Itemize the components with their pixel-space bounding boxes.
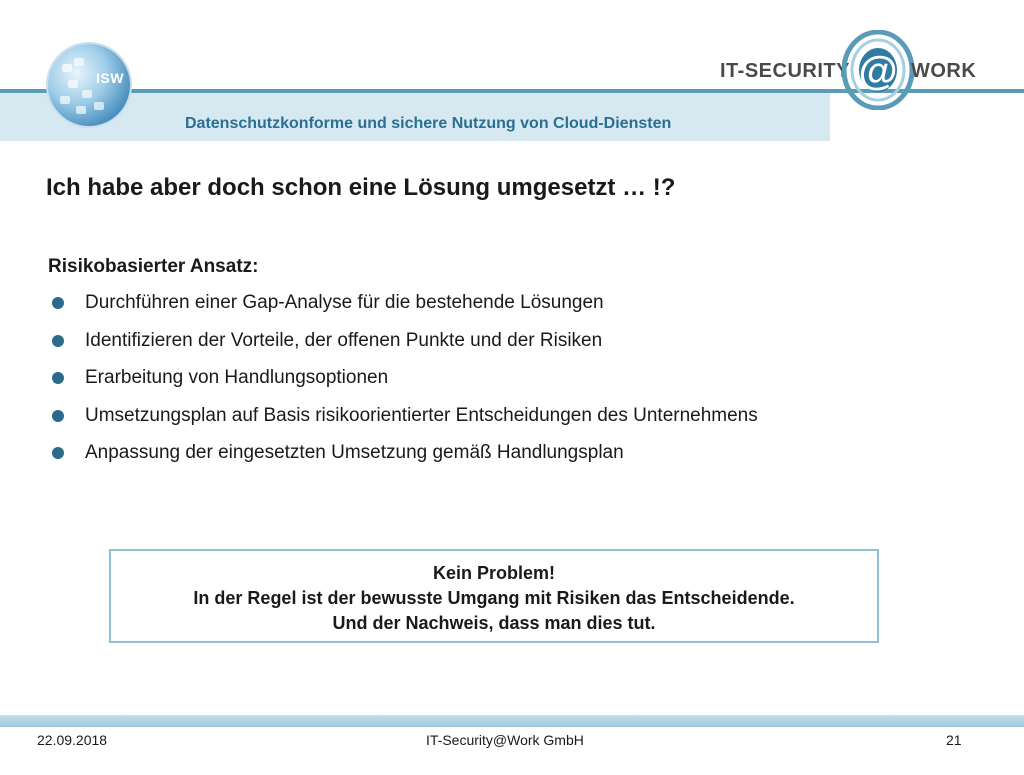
callout-text-line: In der Regel ist der bewusste Umgang mit Risiken das Entscheidende. — [193, 588, 795, 608]
bullet-item — [48, 438, 758, 476]
bullet-icon — [52, 372, 64, 384]
isw-globe-logo — [48, 44, 130, 126]
bullet-icon — [52, 335, 64, 347]
callout-heading: Kein Problem! — [432, 563, 556, 583]
bullet-item — [48, 288, 758, 326]
bullet-item — [48, 401, 758, 439]
bullet-text: Identifizieren der Vorteile, der offenen Punkte und der Risiken — [85, 329, 603, 351]
bullet-text: Anpassung der eingesetzten Umsetzung gemäß Handlungsplan — [85, 442, 624, 463]
callout-box — [109, 549, 879, 643]
isw-logo-text: ISW — [96, 70, 124, 86]
section-heading: Risikobasierter Ansatz: — [48, 256, 259, 277]
bullet-item — [48, 326, 758, 364]
company-logo-right-text: WORK — [911, 60, 977, 82]
bullet-list — [48, 288, 758, 476]
bullet-icon — [52, 410, 64, 422]
footer-band — [0, 715, 1024, 727]
company-logo — [720, 28, 980, 112]
footer-date: 22.09.2018 — [37, 732, 108, 748]
at-symbol-logo-icon — [842, 30, 914, 110]
footer-company: IT-Security@Work GmbH — [426, 732, 584, 748]
bullet-icon — [52, 447, 64, 459]
callout-text-line: Und der Nachweis, dass man dies tut. — [332, 613, 656, 633]
bullet-text: Umsetzungsplan auf Basis risikoorientierter Entscheidungen des Unternehmens — [85, 404, 758, 426]
bullet-icon — [52, 297, 64, 309]
bullet-text: Erarbeitung von Handlungsoptionen — [85, 367, 389, 388]
company-logo-left-text: IT-SECURITY — [720, 60, 850, 82]
at-symbol-text: @ — [858, 49, 898, 93]
page-number: 21 — [946, 732, 962, 748]
bullet-item — [48, 363, 758, 401]
presentation-subtitle: Datenschutzkonforme und sichere Nutzung von Cloud-Diensten — [185, 115, 672, 132]
bullet-text: Durchführen einer Gap-Analyse für die bestehende Lösungen — [85, 292, 604, 313]
slide-title: Ich habe aber doch schon eine Lösung umgesetzt … !? — [46, 174, 676, 201]
